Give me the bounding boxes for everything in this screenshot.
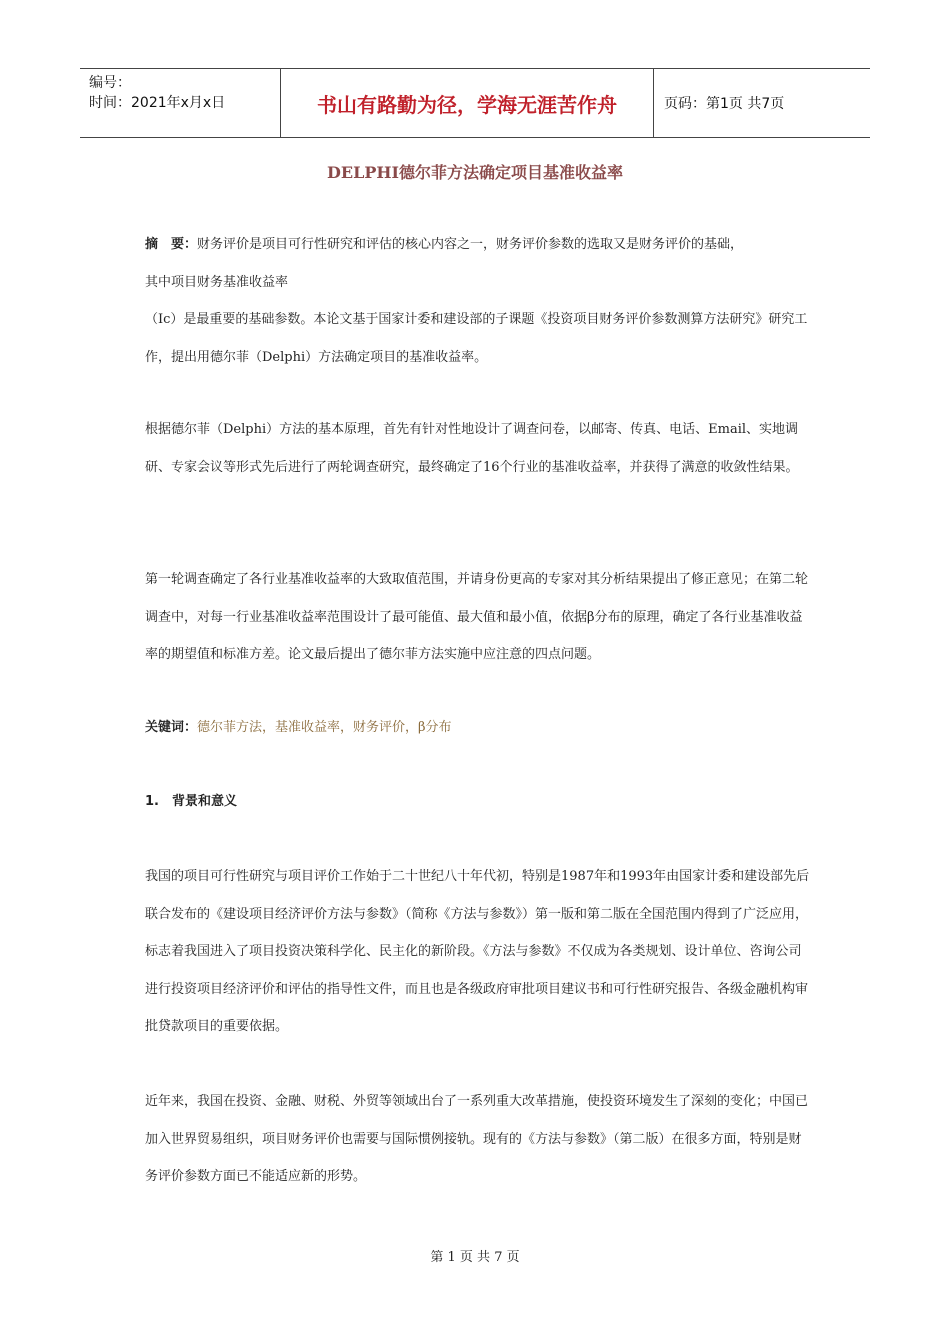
keywords-list: 德尔菲方法，基准收益率，财务评价，β分布 (197, 720, 452, 735)
abstract-line-2: 其中项目财务基准收益率 (145, 274, 289, 290)
abstract-label: 摘 要： (145, 237, 198, 252)
paragraph-rounds: 第一轮调查确定了各行业基准收益率的大致取值范围，并请身份更高的专家对其分析结果提出了修正意见；在第二轮调查中，对每一行业基准收益率范围设计了最可能值、最大值和最小值，依据β分布的原理，确定了各行业基准收益率的期望值和标准方差。论文最后提出了德尔菲方法实施中应注意的四点问题。 (145, 572, 809, 662)
header-motto: 书山有路勤为径，学海无涯苦作舟 (281, 69, 654, 137)
paragraph-recent: 近年来，我国在投资、金融、财税、外贸等领域出台了一系列重大改革措施，使投资环境发生了深刻的变化；中国已加入世界贸易组织，项目财务评价也需要与国际惯例接轨。现有的《方法与参数》（第二版）在很多方面，特别是财务评价参数方面已不能适应新的形势。 (145, 1094, 809, 1184)
number-label: 编号： (89, 75, 131, 91)
header-meta (80, 69, 281, 137)
abstract (145, 226, 810, 376)
keywords (145, 709, 810, 747)
section-heading: 1. 背景和意义 (145, 794, 237, 809)
header-page-info: 页码：第1页 共7页 (664, 96, 785, 112)
abstract-line-1: 财务评价是项目可行性研究和评估的核心内容之一，财务评价参数的选取又是财务评价的基础， (197, 237, 744, 252)
paragraph-method: 根据德尔菲（Delphi）方法的基本原理，首先有针对性地设计了调查问卷，以邮寄、传真、电话、Email、实地调研、专家会议等形式先后进行了两轮调查研究，最终确定了16个行业的基准收益率，并获得了满意的收敛性结果。 (145, 422, 799, 475)
paragraph-background: 我国的项目可行性研究与项目评价工作始于二十世纪八十年代初，特别是1987年和1993年由国家计委和建设部先后联合发布的《建设项目经济评价方法与参数》（简称《方法与参数》）第一版和第二版在全国范围内得到了广泛应用，标志着我国进入了项目投资决策科学化、民主化的新阶段。《方法与参数》不仅成为各类规划、设计单位、咨询公司进行投资项目经济评价和评估的指导性文件，而且也是各级政府审批项目建议书和可行性研究报告、各级金融机构审批贷款项目的重要依据。 (145, 869, 810, 1034)
document-title: DELPHI德尔菲方法确定项目基准收益率 (327, 163, 623, 182)
page-footer: 第 1 页 共 7 页 (430, 1250, 520, 1265)
keywords-label: 关键词： (145, 720, 198, 735)
time-label: 时间：2021年x月x日 (89, 95, 226, 111)
document-header (80, 68, 870, 138)
abstract-line-3: （Ic）是最重要的基础参数。本论文基于国家计委和建设部的子课题《投资项目财务评价参数测算方法研究》研究工作，提出用德尔菲（Delphi）方法确定项目的基准收益率。 (145, 312, 808, 365)
